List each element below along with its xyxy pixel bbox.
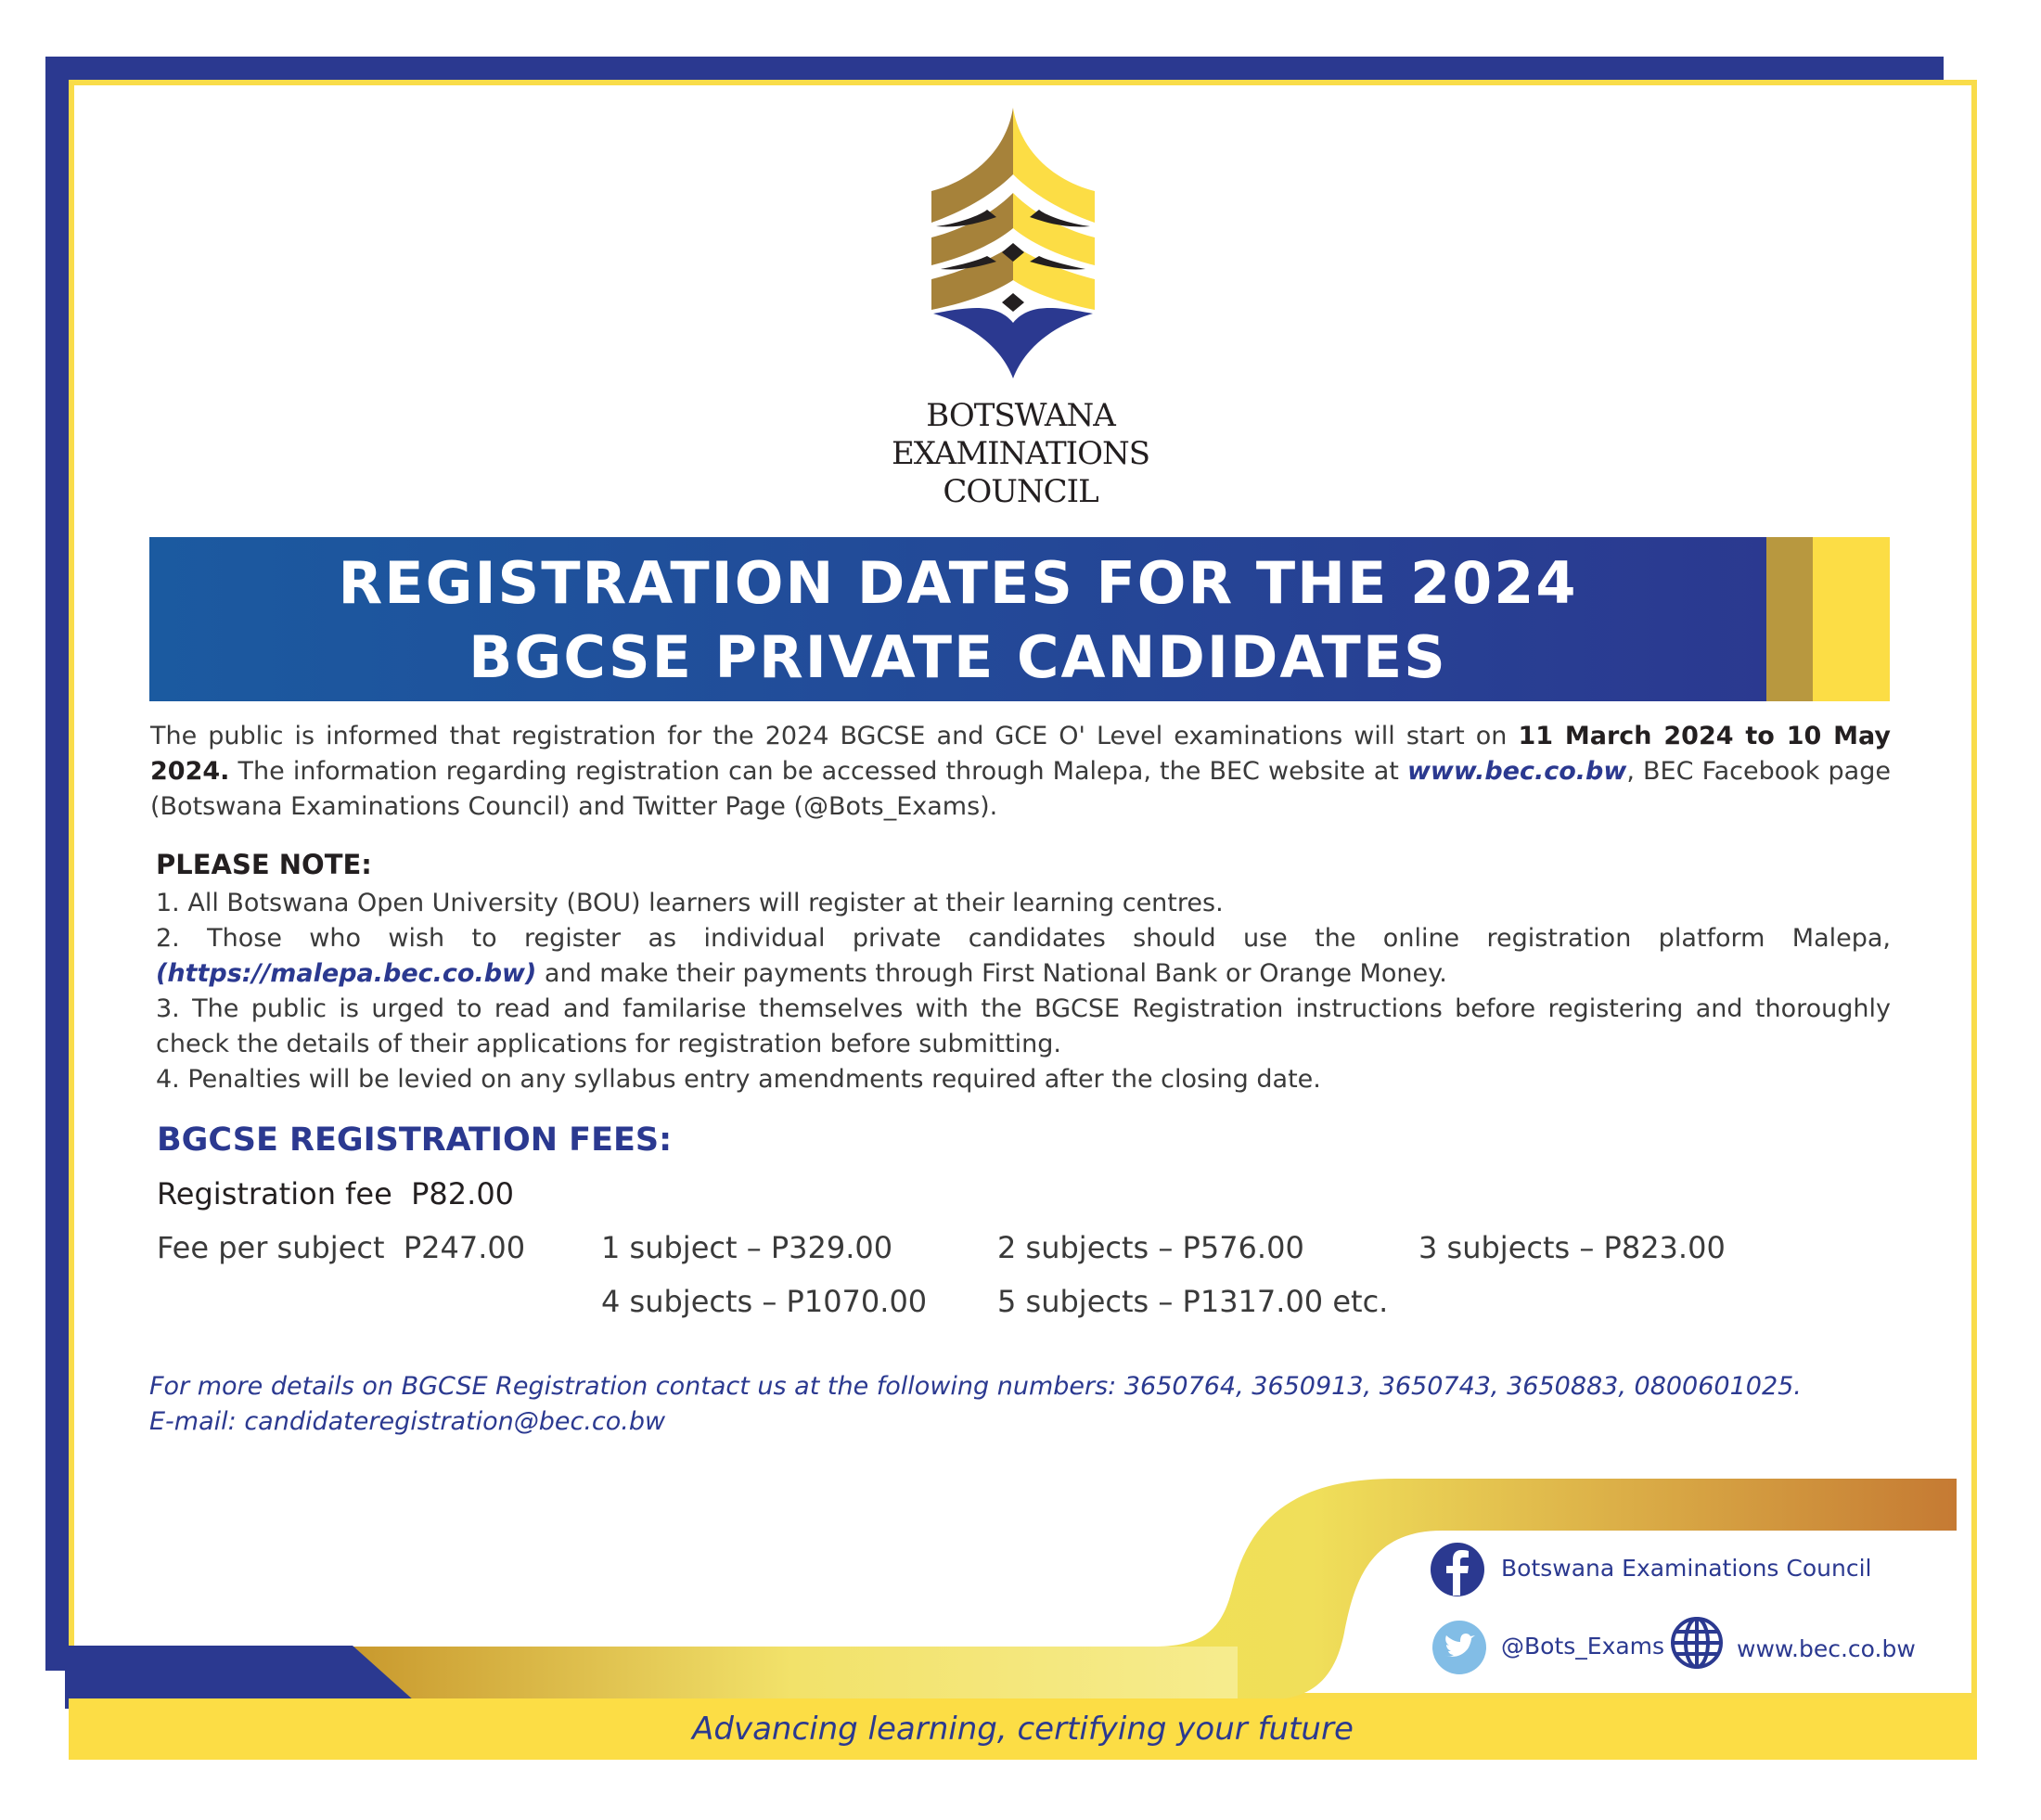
intro-paragraph [150,719,1891,825]
tagline: Advancing learning, certifying your future [69,1698,1977,1760]
fee-option: 4 subjects – P1070.00 [601,1284,928,1319]
logo-text-line: COUNCIL [943,473,1098,510]
logo-text-line: EXAMINATIONS [891,435,1150,472]
banner-gold-band [1766,537,1813,701]
note-item [156,921,1891,992]
intro-text: The information regarding registration can be accessed through Malepa, the BEC website at [229,757,1407,786]
note-text: 2. Those who wish to register as individual private candidates should use the online registration platform Malepa, [156,924,1891,953]
banner-title-line1: REGISTRATION DATES FOR THE 2024 [338,549,1578,617]
please-note-heading: PLEASE NOTE: [156,849,372,880]
contact-numbers: For more details on BGCSE Registration contact us at the following numbers: 3650764, 3650913, 3650743, 3650883, 0800601025. [149,1372,1802,1401]
facebook-icon[interactable] [1430,1542,1485,1597]
fee-per-subject [157,1230,525,1265]
fee-option: 5 subjects – P1317.00 etc. [997,1284,1389,1319]
website-label[interactable]: www.bec.co.bw [1737,1635,1916,1662]
registration-dates: 11 March 2024 to 10 May 2024. [150,722,1891,786]
intro-text: The public is informed that registration for the 2024 BGCSE and GCE O' Level examinations will start on [150,722,1519,750]
title-banner [149,537,1766,701]
globe-icon [1670,1616,1724,1670]
note-list [156,886,1891,1097]
fee-label: Registration fee [157,1176,392,1211]
logo-text-line: BOTSWANA [926,397,1115,434]
fee-label: Fee per subject [157,1230,385,1265]
intro-text: , BEC Facebook page (Botswana Examinations Council) and Twitter Page (@Bots_Exams). [150,757,1891,821]
note-text: and make their payments through First National Bank or Orange Money. [536,959,1447,988]
contact-email[interactable]: E-mail: candidateregistration@bec.co.bw [149,1407,666,1436]
registration-fee [157,1176,514,1211]
note-item: 1. All Botswana Open University (BOU) learners will register at their learning centres. [156,889,1224,917]
malepa-link[interactable]: (https://malepa.bec.co.bw) [156,959,537,988]
banner-yellow-band [1813,537,1890,701]
twitter-icon[interactable] [1431,1620,1487,1675]
contact-info [149,1369,1802,1440]
twitter-label[interactable]: @Bots_Exams [1501,1633,1665,1660]
fee-value: P247.00 [403,1230,526,1265]
fee-option: 2 subjects – P576.00 [997,1230,1304,1265]
fee-value: P82.00 [411,1176,515,1211]
fee-option: 1 subject – P329.00 [601,1230,893,1265]
bec-logo-icon [931,108,1095,378]
fees-heading: BGCSE REGISTRATION FEES: [157,1121,673,1159]
facebook-label[interactable]: Botswana Examinations Council [1501,1555,1872,1582]
note-item: 3. The public is urged to read and familarise themselves with the BGCSE Registration instructions before registering and thoroughly check the details of their applications for registration before submitting. [156,994,1891,1058]
website-link[interactable]: www.bec.co.bw [1406,757,1627,786]
banner-title-line2: BGCSE PRIVATE CANDIDATES [469,623,1447,691]
fee-option: 3 subjects – P823.00 [1418,1230,1726,1265]
note-item: 4. Penalties will be levied on any syllabus entry amendments required after the closing date. [156,1065,1321,1094]
